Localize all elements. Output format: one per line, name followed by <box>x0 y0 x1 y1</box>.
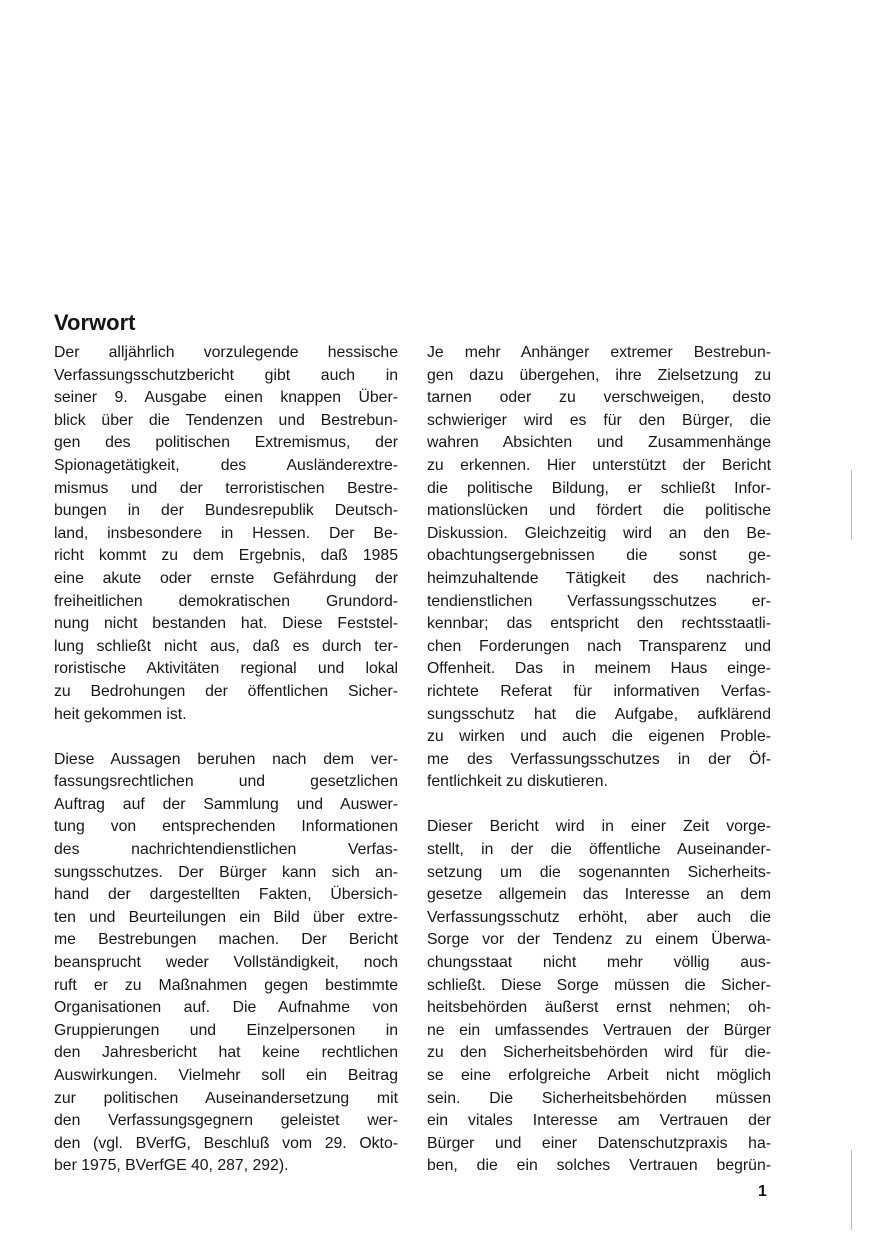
text-line: heimzuhaltende Tätigkeit des nachrich- <box>427 569 771 587</box>
text-line: fentlichkeit zu diskutieren. <box>427 773 608 791</box>
text-line: den Jahresbericht hat keine rechtlichen <box>54 1044 398 1062</box>
text-line: ein vitales Interesse am Vertrauen der <box>427 1112 771 1130</box>
page-title: Vorwort <box>54 310 136 335</box>
text-line: tarnen oder zu verschweigen, desto <box>427 389 771 407</box>
text-line: den Verfassungsgegnern geleistet wer- <box>54 1112 398 1130</box>
text-line: Dieser Bericht wird in einer Zeit vorge- <box>427 818 771 836</box>
text-line: sungsschutz hat die Aufgabe, aufklärend <box>427 705 771 723</box>
text-line: gesetze allgemein das Interesse an dem <box>427 886 771 904</box>
text-line: Je mehr Anhänger extremer Bestrebun- <box>427 344 771 361</box>
left-paragraph-2 <box>54 749 398 1178</box>
text-line: mationslücken und fördert die politische <box>427 502 771 520</box>
text-line: Gruppierungen und Einzelpersonen in <box>54 1021 398 1039</box>
text-line: den (vgl. BVerfG, Beschluß vom 29. Okto- <box>54 1134 398 1152</box>
scan-edge-mark <box>851 470 852 540</box>
text-line: heit gekommen ist. <box>54 705 187 723</box>
text-line: ber 1975, BVerfGE 40, 287, 292). <box>54 1157 289 1175</box>
text-line: ten und Beurteilungen ein Bild über extre- <box>54 908 398 926</box>
text-line: seiner 9. Ausgabe einen knappen Über- <box>54 389 398 407</box>
text-line: des nachrichtendienstlichen Verfas- <box>54 841 398 859</box>
text-line: se eine erfolgreiche Arbeit nicht möglich <box>427 1067 771 1084</box>
text-line: fassungsrechtlichen und gesetzlichen <box>54 773 398 791</box>
text-line: sein. Die Sicherheitsbehörden müssen <box>427 1089 771 1107</box>
right-column <box>427 342 771 1178</box>
text-line: obachtungsergebnissen die sonst ge- <box>427 547 771 565</box>
text-line: chen Forderungen nach Transparenz und <box>427 637 771 655</box>
text-line: Bürger und einer Datenschutzpraxis ha- <box>427 1134 771 1152</box>
text-line: tung von entsprechenden Informationen <box>54 818 398 836</box>
text-line: lung schließt nicht aus, daß es durch ter- <box>54 637 398 655</box>
text-line: schließt. Diese Sorge müssen die Sicher- <box>427 976 771 994</box>
left-paragraph-1 <box>54 342 398 726</box>
page-number: 1 <box>758 1183 767 1200</box>
text-line: beansprucht weder Vollständigkeit, noch <box>54 954 398 972</box>
text-line: sungsschutzes. Der Bürger kann sich an- <box>54 863 398 881</box>
text-line: ne ein umfassendes Vertrauen der Bürger <box>427 1021 771 1039</box>
text-line: wahren Absichten und Zusammenhänge <box>427 434 771 452</box>
text-line: Spionagetätigkeit, des Ausländerextre- <box>54 456 398 474</box>
text-line: tendienstlichen Verfassungsschutzes er- <box>427 592 771 610</box>
text-line: zu den Sicherheitsbehörden wird für die- <box>427 1044 771 1062</box>
text-line: kennbar; das entspricht den rechtsstaatli- <box>427 615 771 633</box>
text-line: die politische Bildung, er schließt Infor- <box>427 479 771 497</box>
text-line: gen dazu übergehen, ihre Zielsetzung zu <box>427 366 771 384</box>
text-line: zu erkennen. Hier unterstützt der Bericht <box>427 456 771 474</box>
text-line: freiheitlichen demokratischen Grundord- <box>54 592 398 610</box>
text-line: schwieriger wird es für den Bürger, die <box>427 411 771 429</box>
text-line: setzung um die sogenannten Sicherheits- <box>427 863 771 881</box>
text-line: richtete Referat für informativen Verfas- <box>427 682 771 700</box>
text-line: Diskussion. Gleichzeitig wird an den Be- <box>427 524 771 542</box>
right-paragraph-1 <box>427 342 771 794</box>
text-line: stellt, in der die öffentliche Auseinander- <box>427 841 771 859</box>
text-line: Der alljährlich vorzulegende hessische <box>54 344 398 361</box>
right-paragraph-2 <box>427 816 771 1178</box>
text-line: Sorge vor der Tendenz zu einem Überwa- <box>427 931 771 949</box>
paragraph-gap <box>427 794 771 817</box>
text-line: Organisationen auf. Die Aufnahme von <box>54 999 398 1017</box>
text-line: richt kommt zu dem Ergebnis, daß 1985 <box>54 547 398 565</box>
text-line: ben, die ein solches Vertrauen begrün- <box>427 1157 771 1175</box>
text-line: blick über die Tendenzen und Bestrebun- <box>54 411 398 429</box>
text-line: me Bestrebungen machen. Der Bericht <box>54 931 398 949</box>
text-line: Offenheit. Das in meinem Haus einge- <box>427 660 771 678</box>
text-line: bungen in der Bundesrepublik Deutsch- <box>54 502 398 520</box>
text-line: Diese Aussagen beruhen nach dem ver- <box>54 750 398 768</box>
text-line: nung nicht bestanden hat. Diese Feststel- <box>54 615 398 633</box>
text-line: zur politischen Auseinandersetzung mit <box>54 1089 398 1107</box>
text-line: land, insbesondere in Hessen. Der Be- <box>54 524 398 542</box>
left-column <box>54 342 398 1178</box>
text-line: hand der dargestellten Fakten, Übersich- <box>54 886 398 904</box>
text-line: roristische Aktivitäten regional und lokal <box>54 660 398 678</box>
text-line: chungsstaat nicht mehr völlig aus- <box>427 954 771 972</box>
text-line: zu wirken und auch die eigenen Proble- <box>427 728 771 746</box>
text-line: zu Bedrohungen der öffentlichen Sicher- <box>54 682 398 700</box>
text-line: heitsbehörden äußerst ernst nehmen; oh- <box>427 999 771 1017</box>
text-line: me des Verfassungsschutzes in der Öf- <box>427 750 771 768</box>
text-line: Auswirkungen. Vielmehr soll ein Beitrag <box>54 1067 398 1084</box>
text-line: Auftrag auf der Sammlung und Auswer- <box>54 795 398 813</box>
paragraph-gap <box>54 726 398 749</box>
text-line: mismus und der terroristischen Bestre- <box>54 479 398 497</box>
text-line: Verfassungsschutzbericht gibt auch in <box>54 366 398 384</box>
text-line: Verfassungsschutz erhöht, aber auch die <box>427 908 771 926</box>
text-line: gen des politischen Extremismus, der <box>54 434 398 452</box>
scan-edge-mark <box>851 1150 852 1230</box>
text-line: ruft er zu Maßnahmen gegen bestimmte <box>54 976 398 994</box>
text-line: eine akute oder ernste Gefährdung der <box>54 569 398 587</box>
